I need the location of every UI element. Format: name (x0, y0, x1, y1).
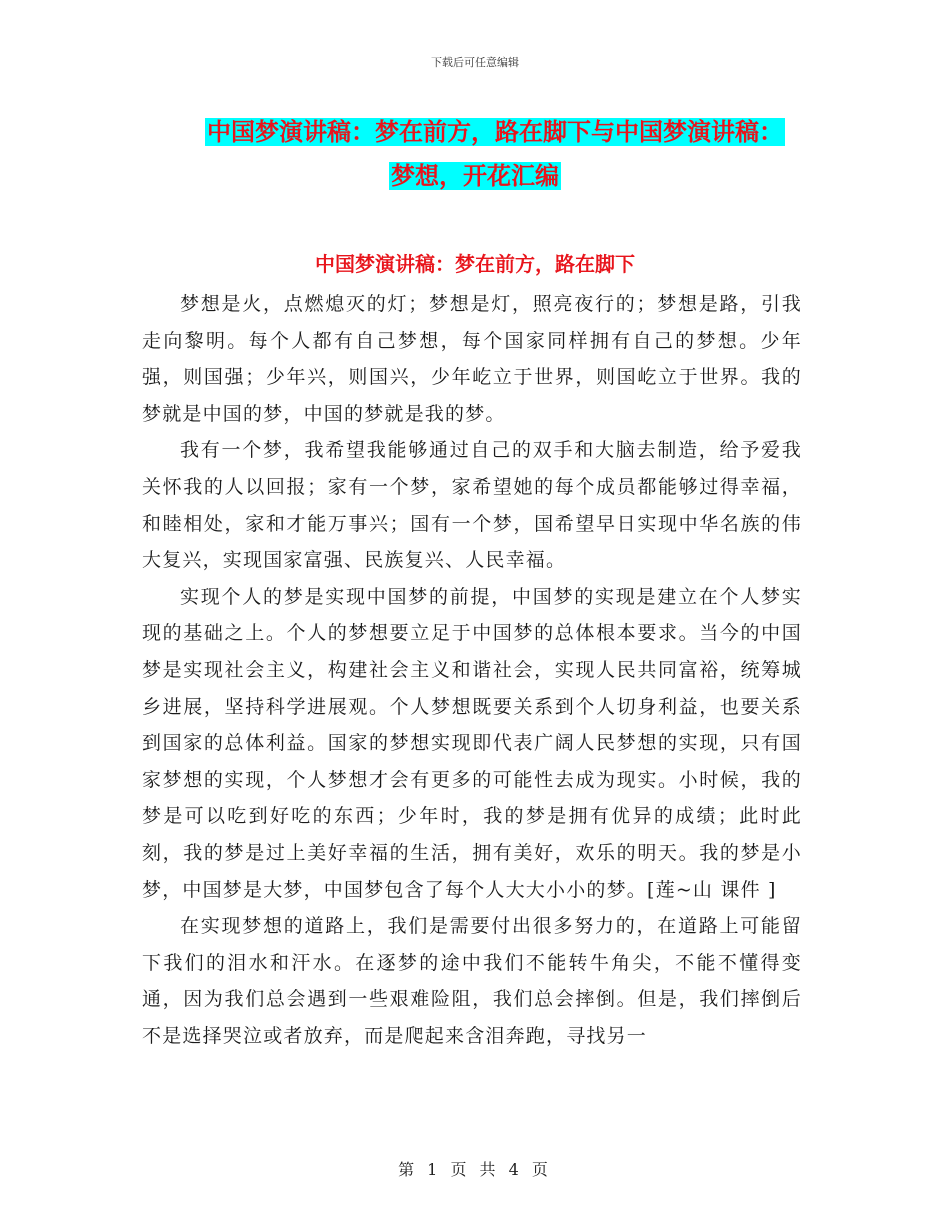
paragraph-4: 在实现梦想的道路上，我们是需要付出很多努力的，在道路上可能留下我们的泪水和汗水。在逐梦的途中我们不能转牛角尖，不能不懂得变通，因为我们总会遇到一些艰难险阻，我们总会摔倒。但是，我们摔倒后不是选择哭泣或者放弃，而是爬起来含泪奔跑，寻找另一 (142, 915, 802, 1047)
body-text (142, 286, 802, 1054)
title-line-1: 中国梦演讲稿：梦在前方，路在脚下与中国梦演讲稿： (207, 118, 783, 146)
section-heading: 中国梦演讲稿：梦在前方，路在脚下 (315, 252, 635, 276)
page-footer: 第 1 页 共 4 页 (398, 1160, 552, 1179)
document-title (0, 110, 950, 198)
title-line-2: 梦想，开花汇编 (391, 162, 559, 190)
paragraph-1: 梦想是火，点燃熄灭的灯；梦想是灯，照亮夜行的；梦想是路，引我走向黎明。每个人都有自己梦想，每个国家同样拥有自己的梦想。少年强，则国强；少年兴，则国兴，少年屹立于世界，则国屹立于世界。我的梦就是中国的梦，中国的梦就是我的梦。 (142, 293, 802, 425)
header-note: 下载后可任意编辑 (431, 56, 519, 69)
paragraph-2: 我有一个梦，我希望我能够通过自己的双手和大脑去制造，给予爱我关怀我的人以回报；家有一个梦，家希望她的每个成员都能够过得幸福，和睦相处，家和才能万事兴；国有一个梦，国希望早日实现中华名族的伟大复兴，实现国家富强、民族复兴、人民幸福。 (142, 439, 802, 572)
paragraph-3: 实现个人的梦是实现中国梦的前提，中国梦的实现是建立在个人梦实现的基础之上。个人的梦想要立足于中国梦的总体根本要求。当今的中国梦是实现社会主义，构建社会主义和谐社会，实现人民共同富裕，统筹城乡进展，坚持科学进展观。个人梦想既要关系到个人切身利益，也要关系到国家的总体利益。国家的梦想实现即代表广阔人民梦想的实现，只有国家梦想的实现，个人梦想才会有更多的可能性去成为现实。小时候，我的梦是可以吃到好吃的东西；少年时，我的梦是拥有优异的成绩；此时此刻，我的梦是过上美好幸福的生活，拥有美好，欢乐的明天。我的梦是小梦，中国梦是大梦，中国梦包含了每个人大大小小的梦。[莲~山 课件 ] (142, 585, 802, 901)
